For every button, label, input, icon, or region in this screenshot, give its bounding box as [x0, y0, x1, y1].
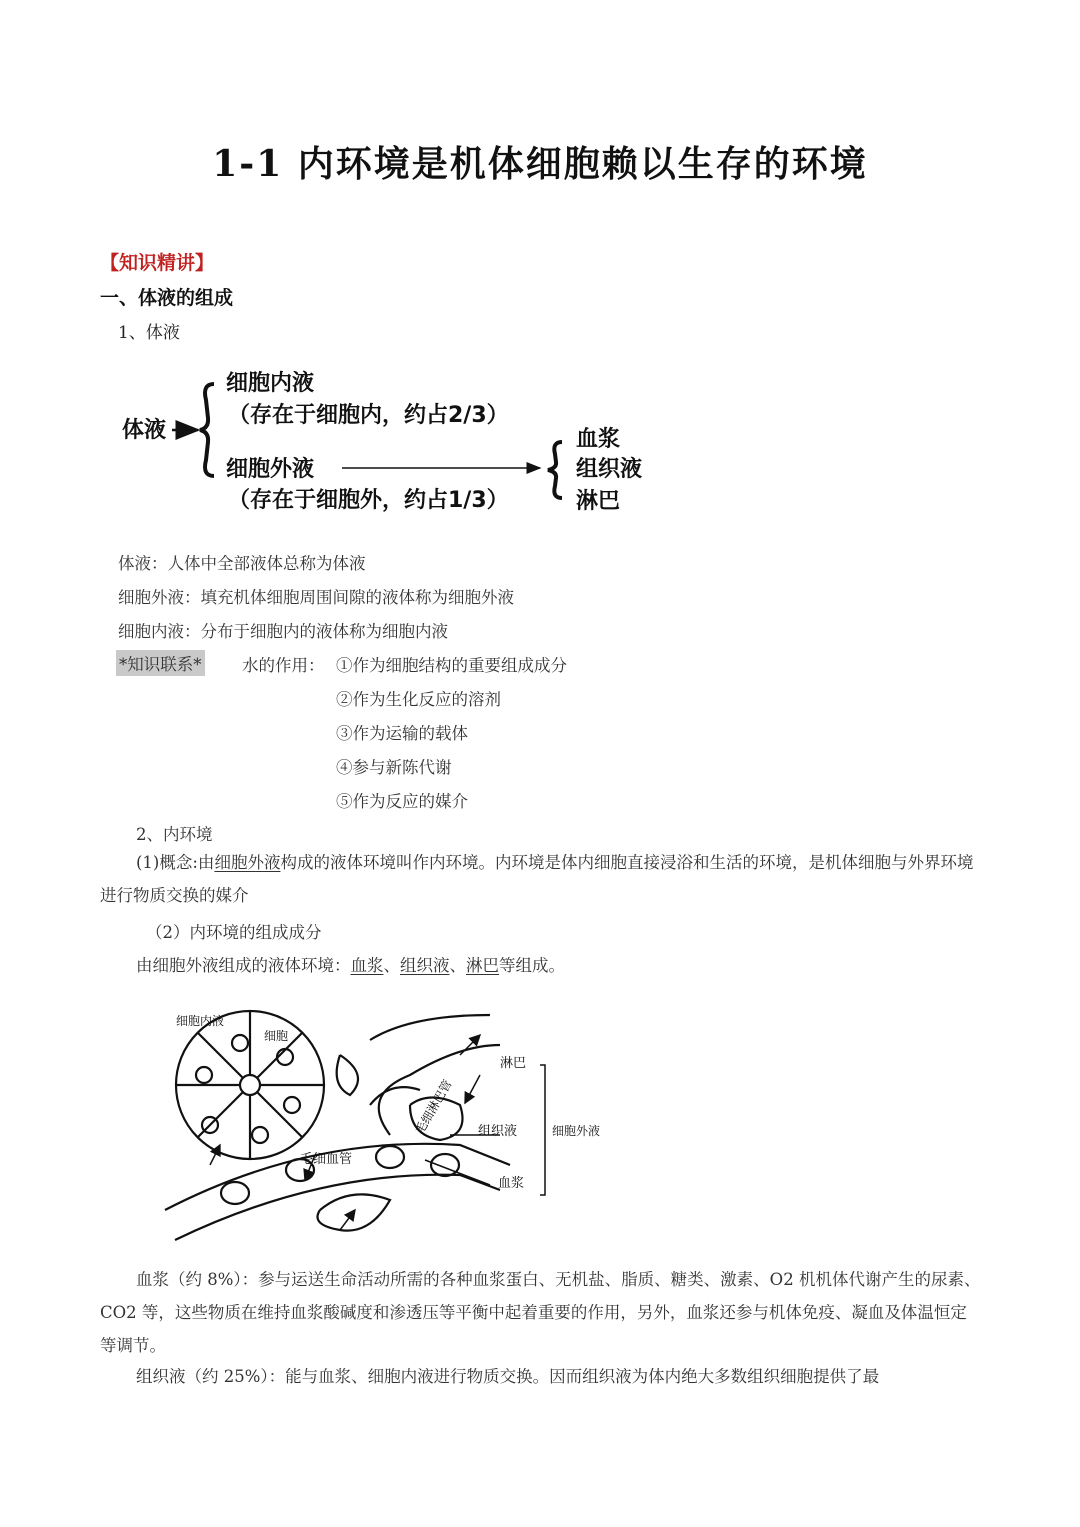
left-brace: [200, 384, 214, 476]
label-lymph-capillary: 毛细淋巴管: [412, 1077, 455, 1137]
composition-sep: 、: [449, 956, 466, 975]
right-brace: [548, 442, 562, 498]
plasma-paragraph: 血浆（约 8%）：参与运送生命活动所需的各种血浆蛋白、无机盐、脂质、糖类、激素、O2 机机体代谢产生的尿素、CO2 等，这些物质在维持血浆酸碱度和渗透压等平衡中起着重要的作用，另外，血浆还参与机体免疫、凝血及体温恒定等调节。: [100, 1270, 981, 1355]
extracellular-label: 细胞外液: [226, 457, 315, 482]
concept-rest: 构成的液体环境叫作内环境。内环境是体内细胞直接浸浴和生活的环境，是机体细胞与外界环境进行物质交换的媒介: [100, 853, 974, 905]
heading-body-fluid-composition: 一、体液的组成: [100, 287, 234, 309]
section-tag: 【知识精讲】: [100, 252, 215, 274]
water-role-item-5: ⑤作为反应的媒介: [336, 792, 468, 811]
tissue-fluid-paragraph: 组织液（约 25%）：能与血浆、细胞内液进行物质交换。因而组织液为体内绝大多数组织细胞提供了最: [136, 1367, 880, 1386]
knowledge-link-tag: *知识联系*: [116, 650, 205, 676]
composition-lymph: 淋巴: [466, 956, 499, 975]
intracellular-label: 细胞内液: [226, 371, 315, 396]
label-intracellular-fluid: 细胞内液: [176, 1014, 225, 1028]
component-plasma: 血浆: [576, 427, 621, 452]
composition-prefix: 由细胞外液组成的液体环境：: [136, 956, 351, 975]
water-role-item-4: ④参与新陈代谢: [336, 758, 452, 777]
definition-extracellular: 细胞外液：填充机体细胞周围间隙的液体称为细胞外液: [118, 588, 514, 607]
body-fluid-diagram: [110, 360, 670, 525]
component-lymph: 淋巴: [576, 489, 621, 514]
subheading-internal-environment: 2、内环境: [136, 825, 213, 844]
subheading-body-fluid: 1、体液: [118, 323, 180, 343]
concept-prefix: (1)概念:由: [136, 853, 215, 872]
label-extracellular-fluid: 细胞外液: [552, 1124, 601, 1138]
label-plasma: 血浆: [498, 1176, 525, 1191]
composition-suffix: 等组成。: [499, 956, 565, 975]
composition-tissue-fluid: 组织液: [400, 956, 450, 975]
concept-paragraph: [100, 846, 982, 912]
extracellular-note: （存在于细胞外，约占1/3）: [228, 488, 509, 513]
diagram-root-label: 体液: [122, 418, 167, 443]
water-role-lead: 水的作用：: [242, 656, 325, 675]
composition-line: [136, 952, 565, 976]
water-role-item-2: ②作为生化反应的溶剂: [336, 690, 501, 709]
component-tissue-fluid: 组织液: [576, 457, 643, 482]
label-tissue-fluid: 组织液: [478, 1124, 518, 1139]
definition-intracellular: 细胞内液：分布于细胞内的液体称为细胞内液: [118, 622, 448, 641]
concept-underlined: 细胞外液: [214, 853, 281, 872]
label-lymph: 淋巴: [500, 1056, 527, 1071]
composition-sep: 、: [383, 956, 400, 975]
intracellular-note: （存在于细胞内，约占2/3）: [228, 403, 509, 428]
label-cell: 细胞: [264, 1029, 289, 1043]
page-title: 1-1 内环境是机体细胞赖以生存的环境: [212, 143, 868, 185]
label-blood-capillary: 毛细血管: [300, 1152, 353, 1167]
subheading-composition: （2）内环境的组成成分: [146, 923, 322, 942]
definition-body-fluid: 体液：人体中全部液体总称为体液: [118, 554, 366, 573]
composition-plasma: 血浆: [350, 956, 384, 975]
water-role-item-1: ①作为细胞结构的重要组成成分: [336, 656, 567, 675]
water-role-item-3: ③作为运输的载体: [336, 724, 468, 743]
lymph-capillary: [370, 1015, 490, 1040]
internal-environment-diagram: [160, 995, 620, 1245]
